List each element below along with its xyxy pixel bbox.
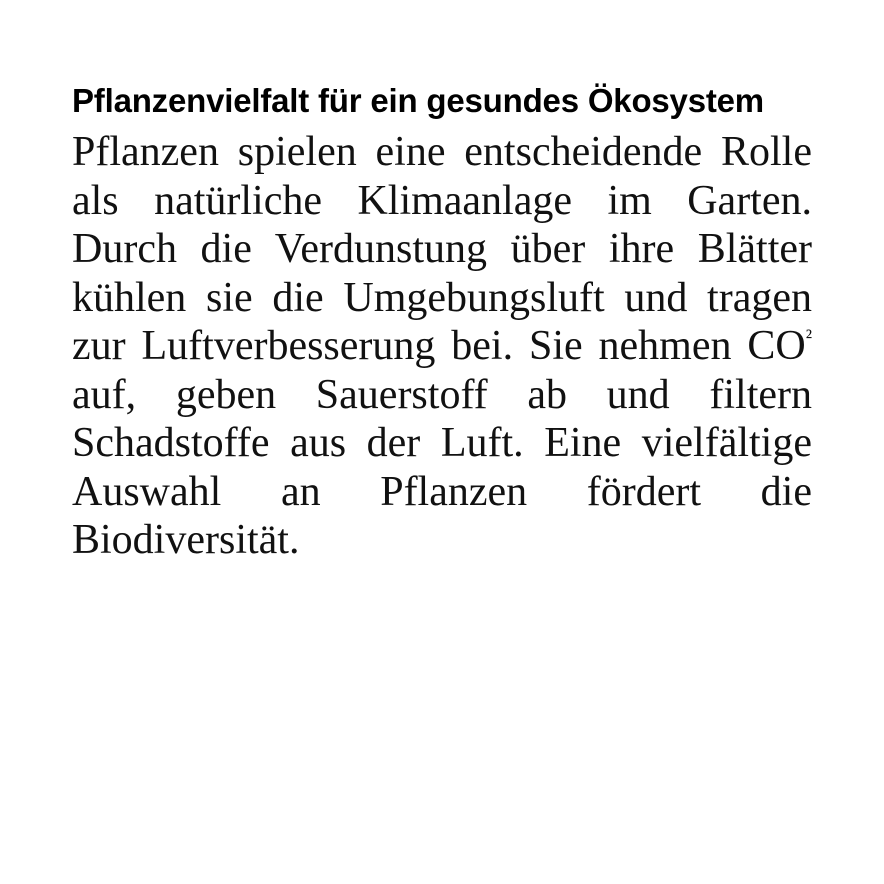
article	[72, 80, 812, 565]
article-title: Pflanzenvielfalt für ein gesundes Ökosystem	[72, 82, 764, 119]
article-body	[72, 128, 812, 565]
article-body-text: Pflanzen spielen eine entscheidende Rolle als natürliche Klimaanlage im Garten. Durch die Verdunstung über ihre Blätter kühlen sie die Umgebungsluft und tragen zur Luftverbesserung bei. Sie nehmen CO	[72, 129, 812, 369]
co2-superscript: ²	[805, 325, 812, 349]
article-body-text-end: auf, geben Sauerstoff ab und filtern Schadstoffe aus der Luft. Eine vielfältige Auswahl an Pflanzen fördert die Biodiversität.	[72, 371, 812, 563]
